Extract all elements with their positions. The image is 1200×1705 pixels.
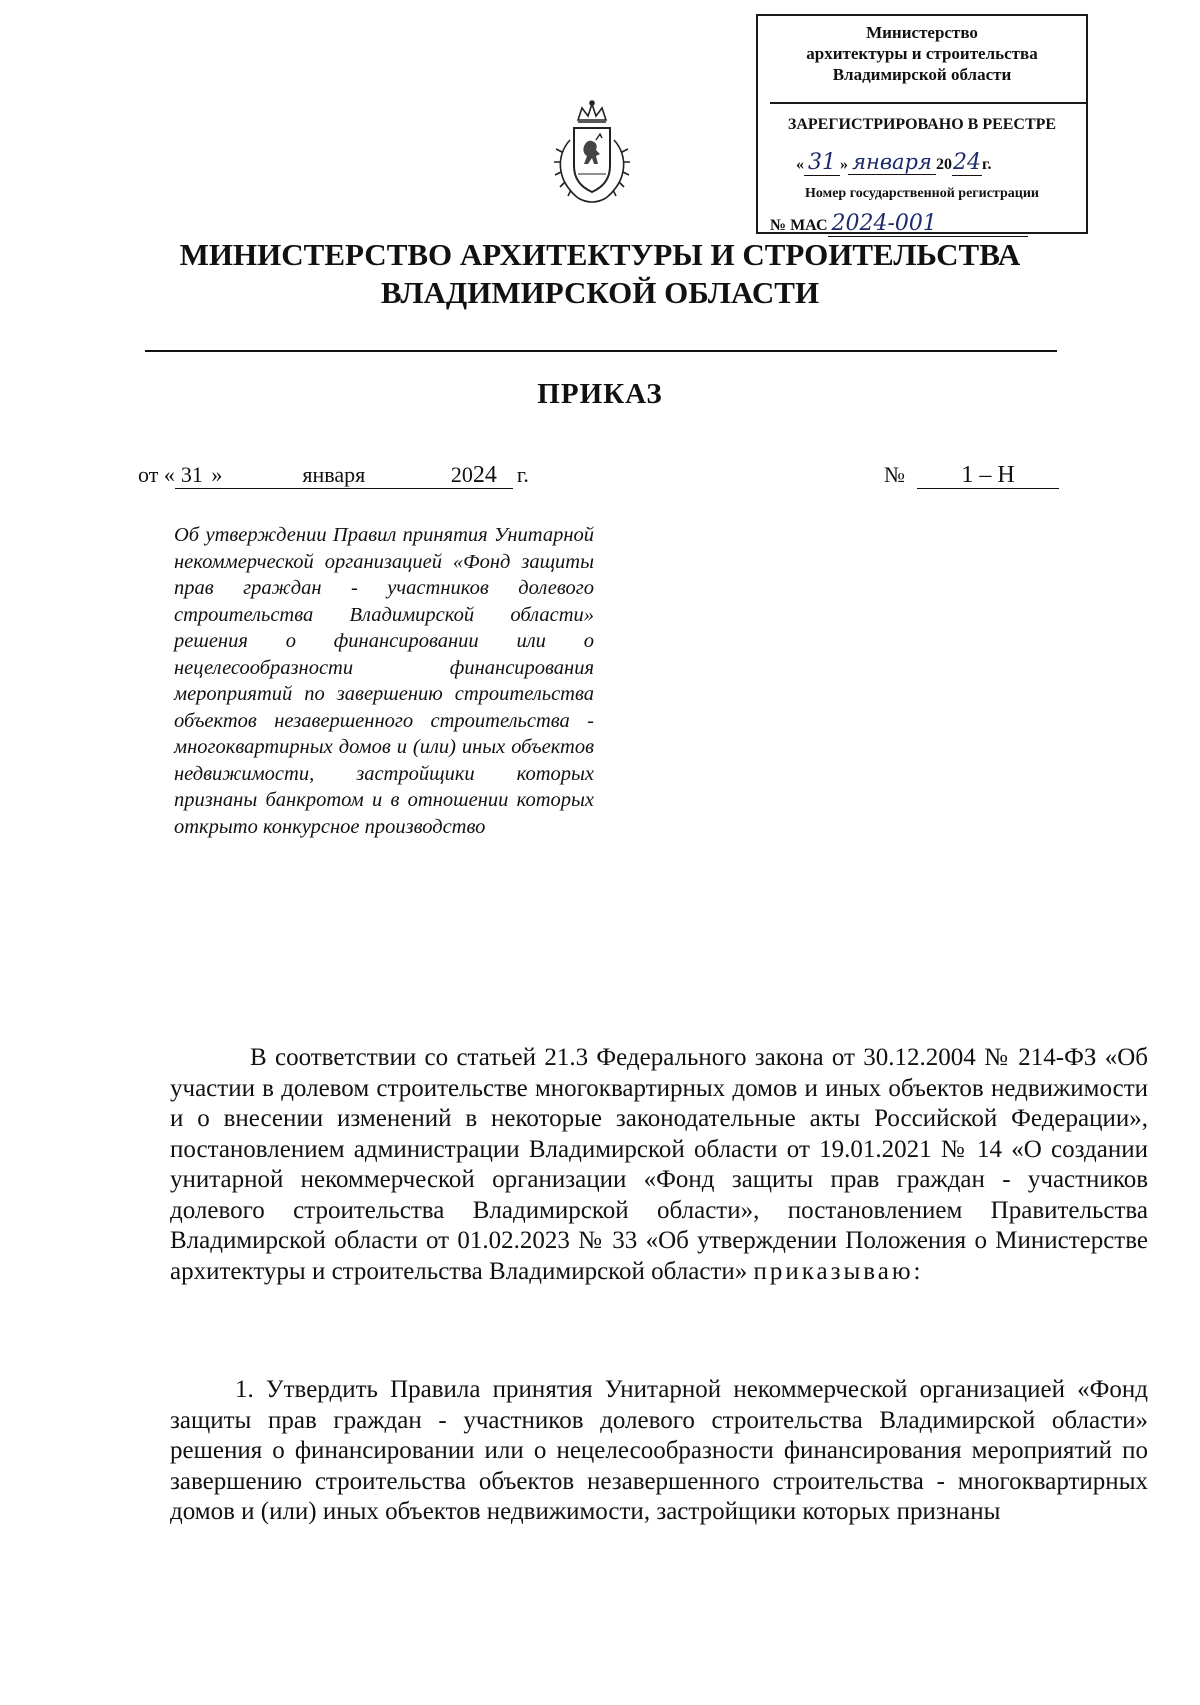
stamp-date-month: января: [848, 150, 936, 175]
stamp-date-quote-close: »: [840, 156, 848, 173]
stamp-registration-date: [770, 150, 1076, 176]
stamp-reg-number: [770, 211, 1076, 237]
order-date-year: 24: [473, 462, 513, 489]
ministry-heading: [0, 236, 1200, 312]
order-date: [138, 462, 529, 489]
order-number-value: 1 – Н: [917, 462, 1059, 489]
order-date-from: от «: [138, 462, 175, 487]
stamp-reg-number-label: Номер государственной регистрации: [805, 186, 1039, 201]
stamp-date-quote-open: «: [796, 156, 804, 173]
ministry-heading-line: ВЛАДИМИРСКОЙ ОБЛАСТИ: [380, 275, 820, 310]
registration-stamp: [756, 14, 1088, 234]
stamp-date-day: 31: [804, 150, 840, 176]
preamble-command: приказываю:: [753, 1257, 924, 1285]
order-date-month: января: [225, 462, 443, 489]
stamp-registered-label: ЗАРЕГИСТРИРОВАНО В РЕЕСТРЕ: [787, 116, 1057, 133]
stamp-org-line: Владимирской области: [832, 65, 1012, 84]
order-number-sign: №: [884, 462, 905, 487]
order-date-suffix: г.: [516, 462, 529, 487]
stamp-organization: [758, 22, 1086, 85]
stamp-reg-number-prefix: № МАС: [770, 217, 828, 234]
document-type-title: ПРИКАЗ: [537, 378, 663, 410]
stamp-date-year: 24: [953, 150, 981, 175]
order-subject: Об утверждении Правил принятия Унитарной некоммерческой организацией «Фонд защиты прав граждан - участников долевого строительства Владимирской области» решения о финансировании или о нецелесообразности финансирования мероприятий по завершению строительства объектов незавершенного строительства - многоквартирных домов и (или) иных объектов недвижимости, застройщики которых признаны банкротом и в отношении которых открыто конкурсное производство: [174, 524, 594, 838]
stamp-divider: [770, 102, 1086, 104]
body-paragraph-item-1: 1. Утвердить Правила принятия Унитарной некоммерческой организацией «Фонд защиты прав граждан - участников долевого строительства Владимирской области» решения о финансировании или о нецелесообразности финансирования мероприятий по завершению строительства объектов незавершенного строительства - многоквартирных домов и (или) иных объектов недвижимости, застройщики которых признаны: [170, 1376, 1148, 1525]
coat-of-arms-icon: [548, 100, 636, 210]
stamp-org-line: архитектуры и строительства: [806, 44, 1038, 63]
preamble-text: В соответствии со статьей 21.3 Федерального закона от 30.12.2004 № 214-ФЗ «Об участии в долевом строительстве многоквартирных домов и иных объектов недвижимости и о внесении изменений в некоторые законодательные акты Российской Федерации», постановлением администрации Владимирской области от 19.01.2021 № 14 «О создании унитарной некоммерческой организации «Фонд защиты прав граждан - участников долевого строительства Владимирской области», постановлением Правительства Владимирской области от 01.02.2023 № 33 «Об утверждении Положения о Министерстве архитектуры и строительства Владимирской области»: [170, 1044, 1148, 1285]
ministry-heading-line: МИНИСТЕРСТВО АРХИТЕКТУРЫ И СТРОИТЕЛЬСТВА: [179, 237, 1021, 272]
order-date-quote-close: »: [209, 462, 225, 489]
stamp-date-year-prefix: 20: [936, 156, 952, 173]
body-paragraph-preamble: [170, 1043, 1148, 1287]
stamp-date-suffix: г.: [982, 156, 992, 173]
stamp-org-line: Министерство: [866, 23, 978, 42]
order-number: [884, 462, 1059, 489]
order-date-day: 31: [175, 462, 209, 489]
heading-rule: [145, 350, 1057, 352]
order-date-year-prefix: 20: [443, 462, 473, 489]
stamp-reg-number-value: 2024-001: [828, 211, 1028, 237]
